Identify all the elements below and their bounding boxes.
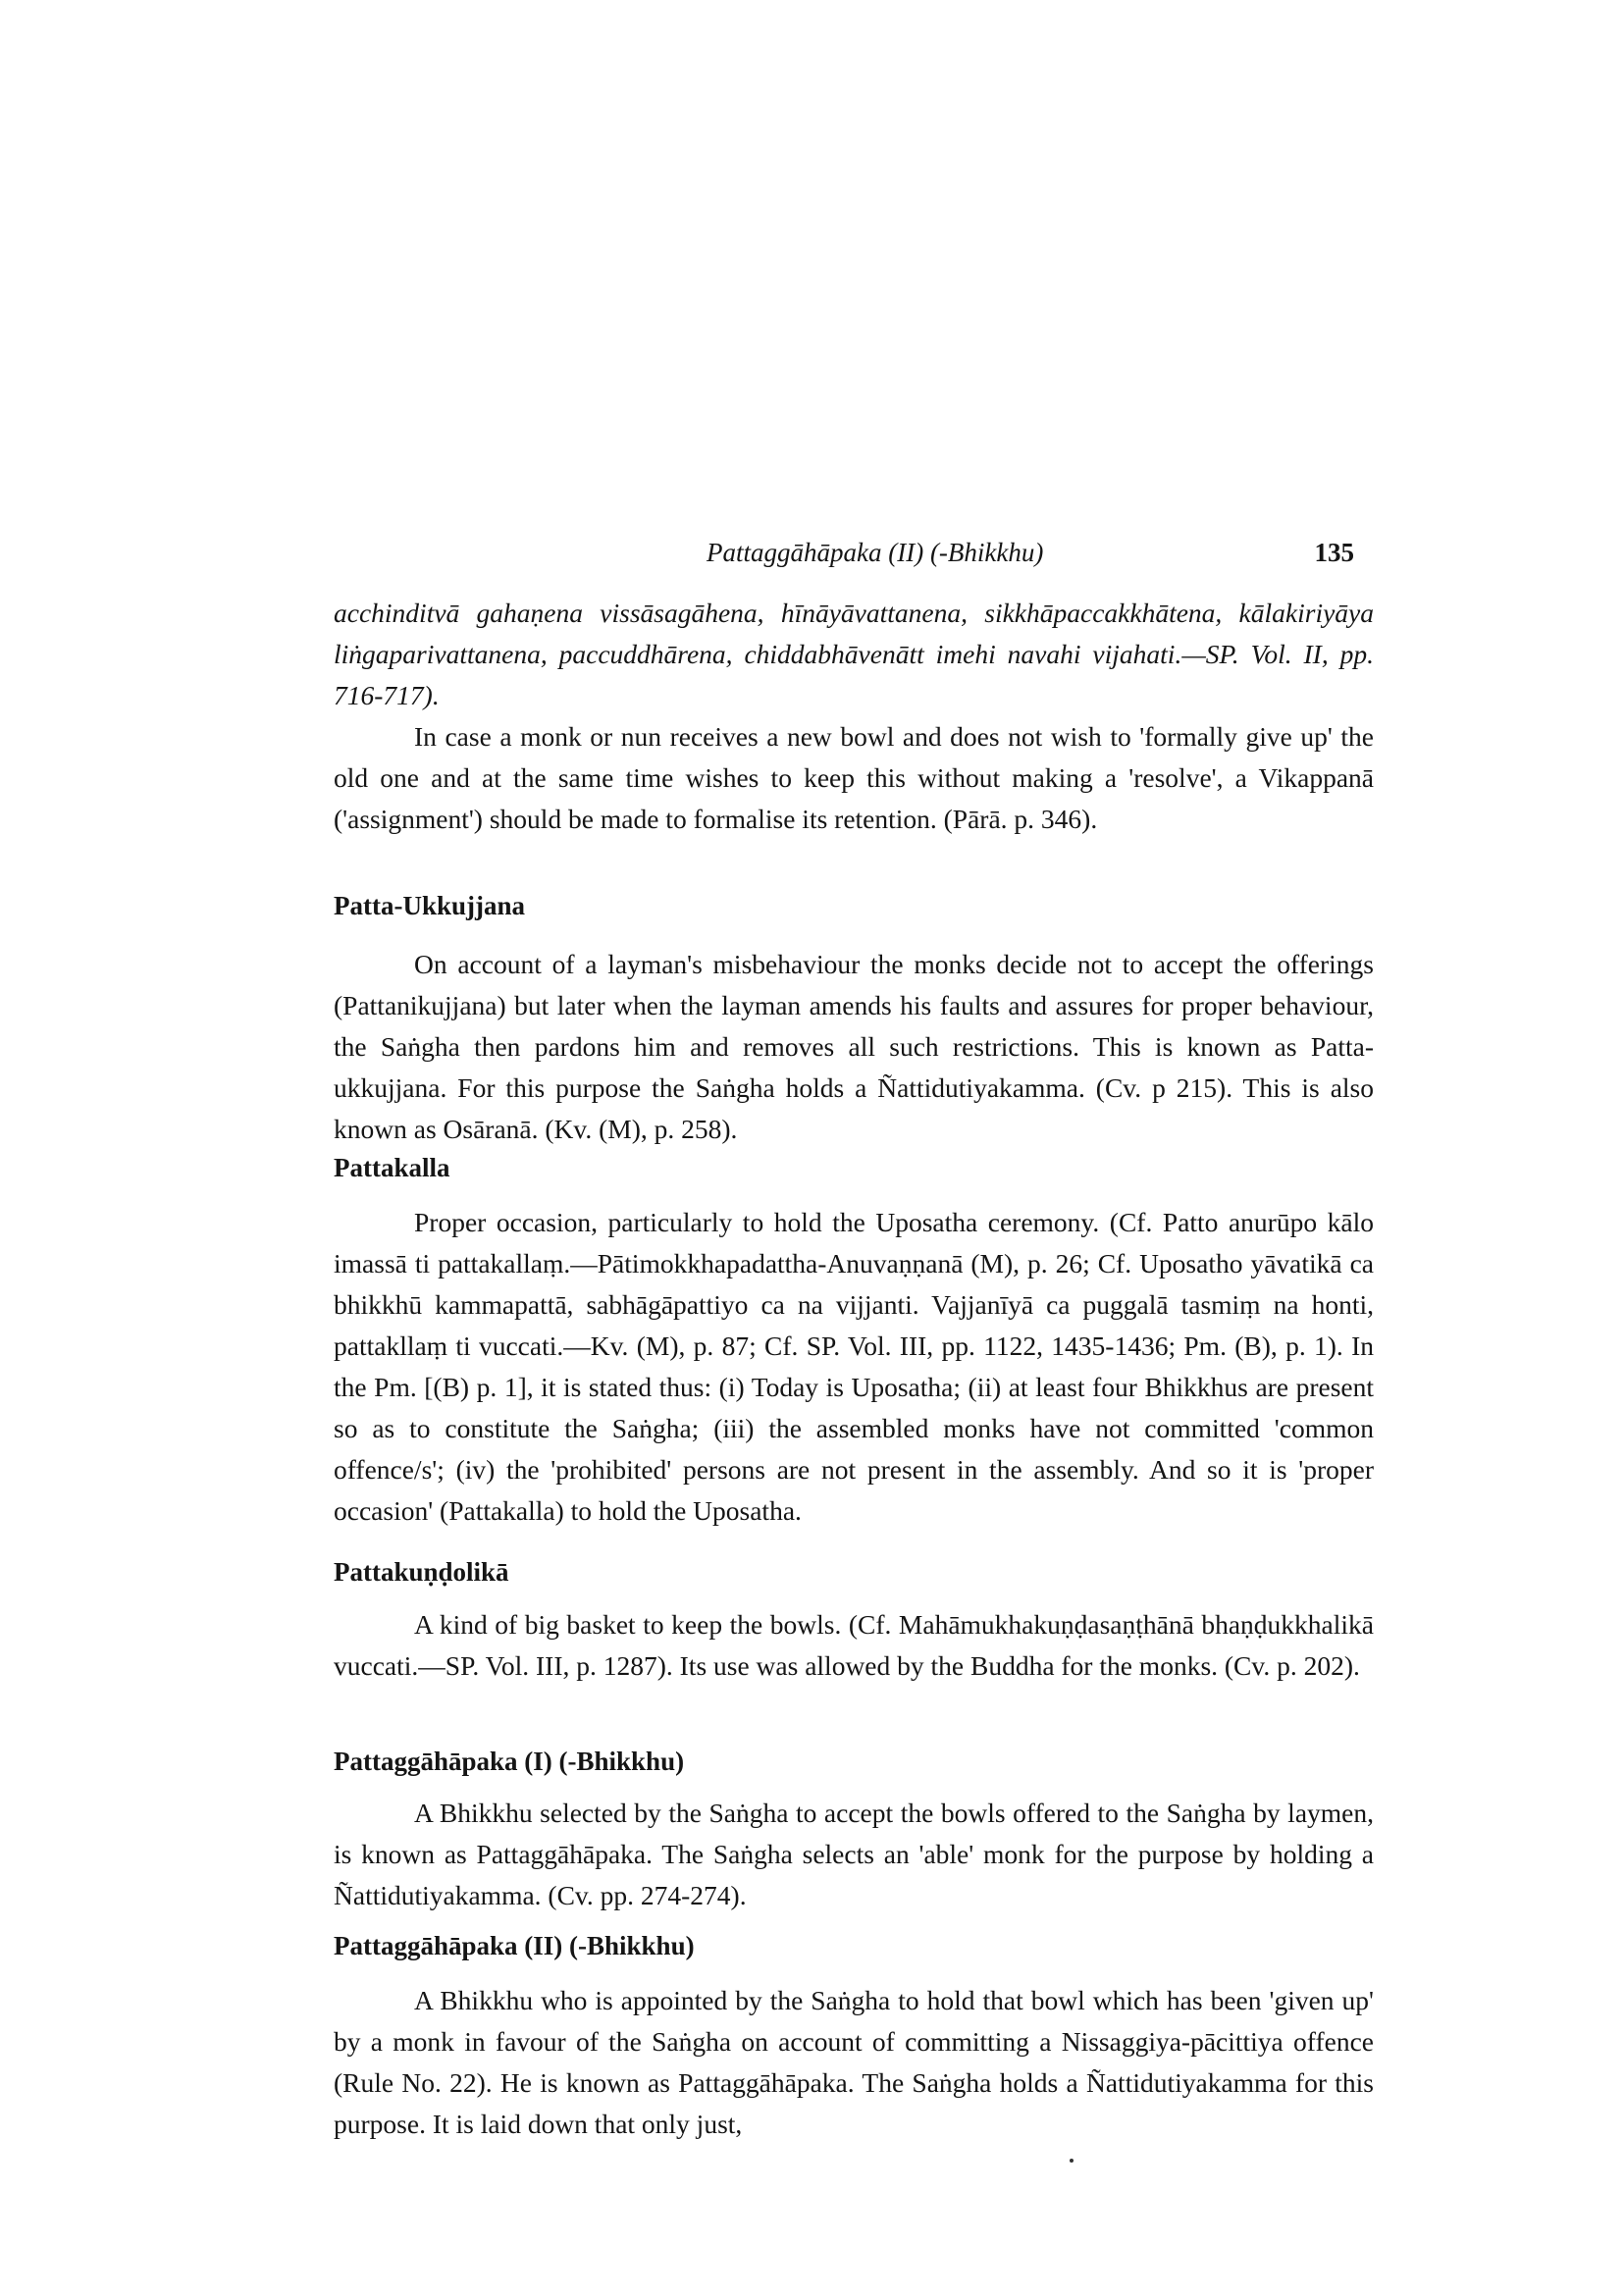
print-speck	[1070, 2159, 1074, 2163]
entry-body-pattaggahapaka-ii	[334, 1980, 1374, 2145]
entry-heading-pattaggahapaka-i: Pattaggāhāpaka (I) (-Bhikkhu)	[334, 1747, 685, 1776]
intro-quote	[334, 593, 1374, 716]
entry-text: A kind of big basket to keep the bowls. (Cf. Mahāmukhakuṇḍasaṇṭhānā bhaṇḍukkhalikā vuccati.—SP. Vol. III, p. 1287). Its use was allowed by the Buddha for the monks. (Cv. p. 202).	[334, 1609, 1374, 1681]
entry-text: A Bhikkhu who is appointed by the Saṅgha to hold that bowl which has been 'given up' by a monk in favour of the Saṅgha on account of committing a Nissaggiya-pācittiya offence (Rule No. 22). He is known as Pattaggāhāpaka. The Saṅgha holds a Ñattidutiyakamma for this purpose. It is laid down that only just,	[334, 1985, 1374, 2139]
entry-body-pattaggahapaka-i	[334, 1793, 1374, 1916]
entry-text: A Bhikkhu selected by the Saṅgha to accept the bowls offered to the Saṅgha by laymen, is known as Pattaggāhāpaka. The Saṅgha selects an 'able' monk for the purpose by holding a Ñattidutiyakamma. (Cv. pp. 274-274).	[334, 1798, 1374, 1910]
entry-text: On account of a layman's misbehaviour the monks decide not to accept the offerings (Pattanikujjana) but later when the layman amends his faults and assures for proper behaviour, the Saṅgha then pardons him and removes all such restrictions. This is known as Patta-ukkujjana. For this purpose the Saṅgha holds a Ñattidutiyakamma. (Cv. p 215). This is also known as Osāranā. (Kv. (M), p. 258).	[334, 949, 1374, 1144]
intro-text: acchinditvā gahaṇena vissāsagāhena, hīnāyāvattanena, sikkhāpaccakkhātena, kālakiriyāya liṅgaparivattanena, paccuddhārena, chiddabhāvenātt imehi navahi vijahati.—SP. Vol. II, pp. 716-717).	[334, 598, 1374, 710]
entry-heading-pattaggahapaka-ii: Pattaggāhāpaka (II) (-Bhikkhu)	[334, 1931, 695, 1960]
running-title: Pattaggāhāpaka (II) (-Bhikkhu)	[707, 538, 1044, 567]
entry-heading-pattakalla: Pattakalla	[334, 1153, 450, 1182]
paragraph-vikappana	[334, 716, 1374, 840]
running-header	[707, 538, 1354, 581]
page-number: 135	[1314, 538, 1354, 567]
entry-text: Proper occasion, particularly to hold the Uposatha ceremony. (Cf. Patto anurūpo kālo imassā ti pattakallaṃ.—Pātimokkhapadattha-Anuvaṇṇanā (M), p. 26; Cf. Uposatho yāvatikā ca bhikkhū kammapattā, sabhāgāpattiyo ca na vijjanti. Vajjanīyā ca puggalā tasmiṃ na honti, pattakllaṃ ti vuccati.—Kv. (M), p. 87; Cf. SP. Vol. III, pp. 1122, 1435-1436; Pm. (B), p. 1). In the Pm. [(B) p. 1], it is stated thus: (i) Today is Uposatha; (ii) at least four Bhikkhus are present so as to constitute the Saṅgha; (iii) the assembled monks have not committed 'common offence/s'; (iv) the 'prohibited' persons are not present in the assembly. And so it is 'proper occasion' (Pattakalla) to hold the Uposatha.	[334, 1207, 1374, 1526]
entry-body-patta-ukkujjana	[334, 944, 1374, 1150]
entry-heading-pattakundolika: Pattakuṇḍolikā	[334, 1557, 509, 1587]
entry-heading-patta-ukkujjana: Patta-Ukkujjana	[334, 891, 526, 920]
entry-body-pattakalla	[334, 1202, 1374, 1532]
entry-body-pattakundolika	[334, 1604, 1374, 1687]
paragraph-text: In case a monk or nun receives a new bowl and does not wish to 'formally give up' the old one and at the same time wishes to keep this without making a 'resolve', a Vikappanā ('assignment') should be made to formalise its retention. (Pārā. p. 346).	[334, 721, 1374, 834]
